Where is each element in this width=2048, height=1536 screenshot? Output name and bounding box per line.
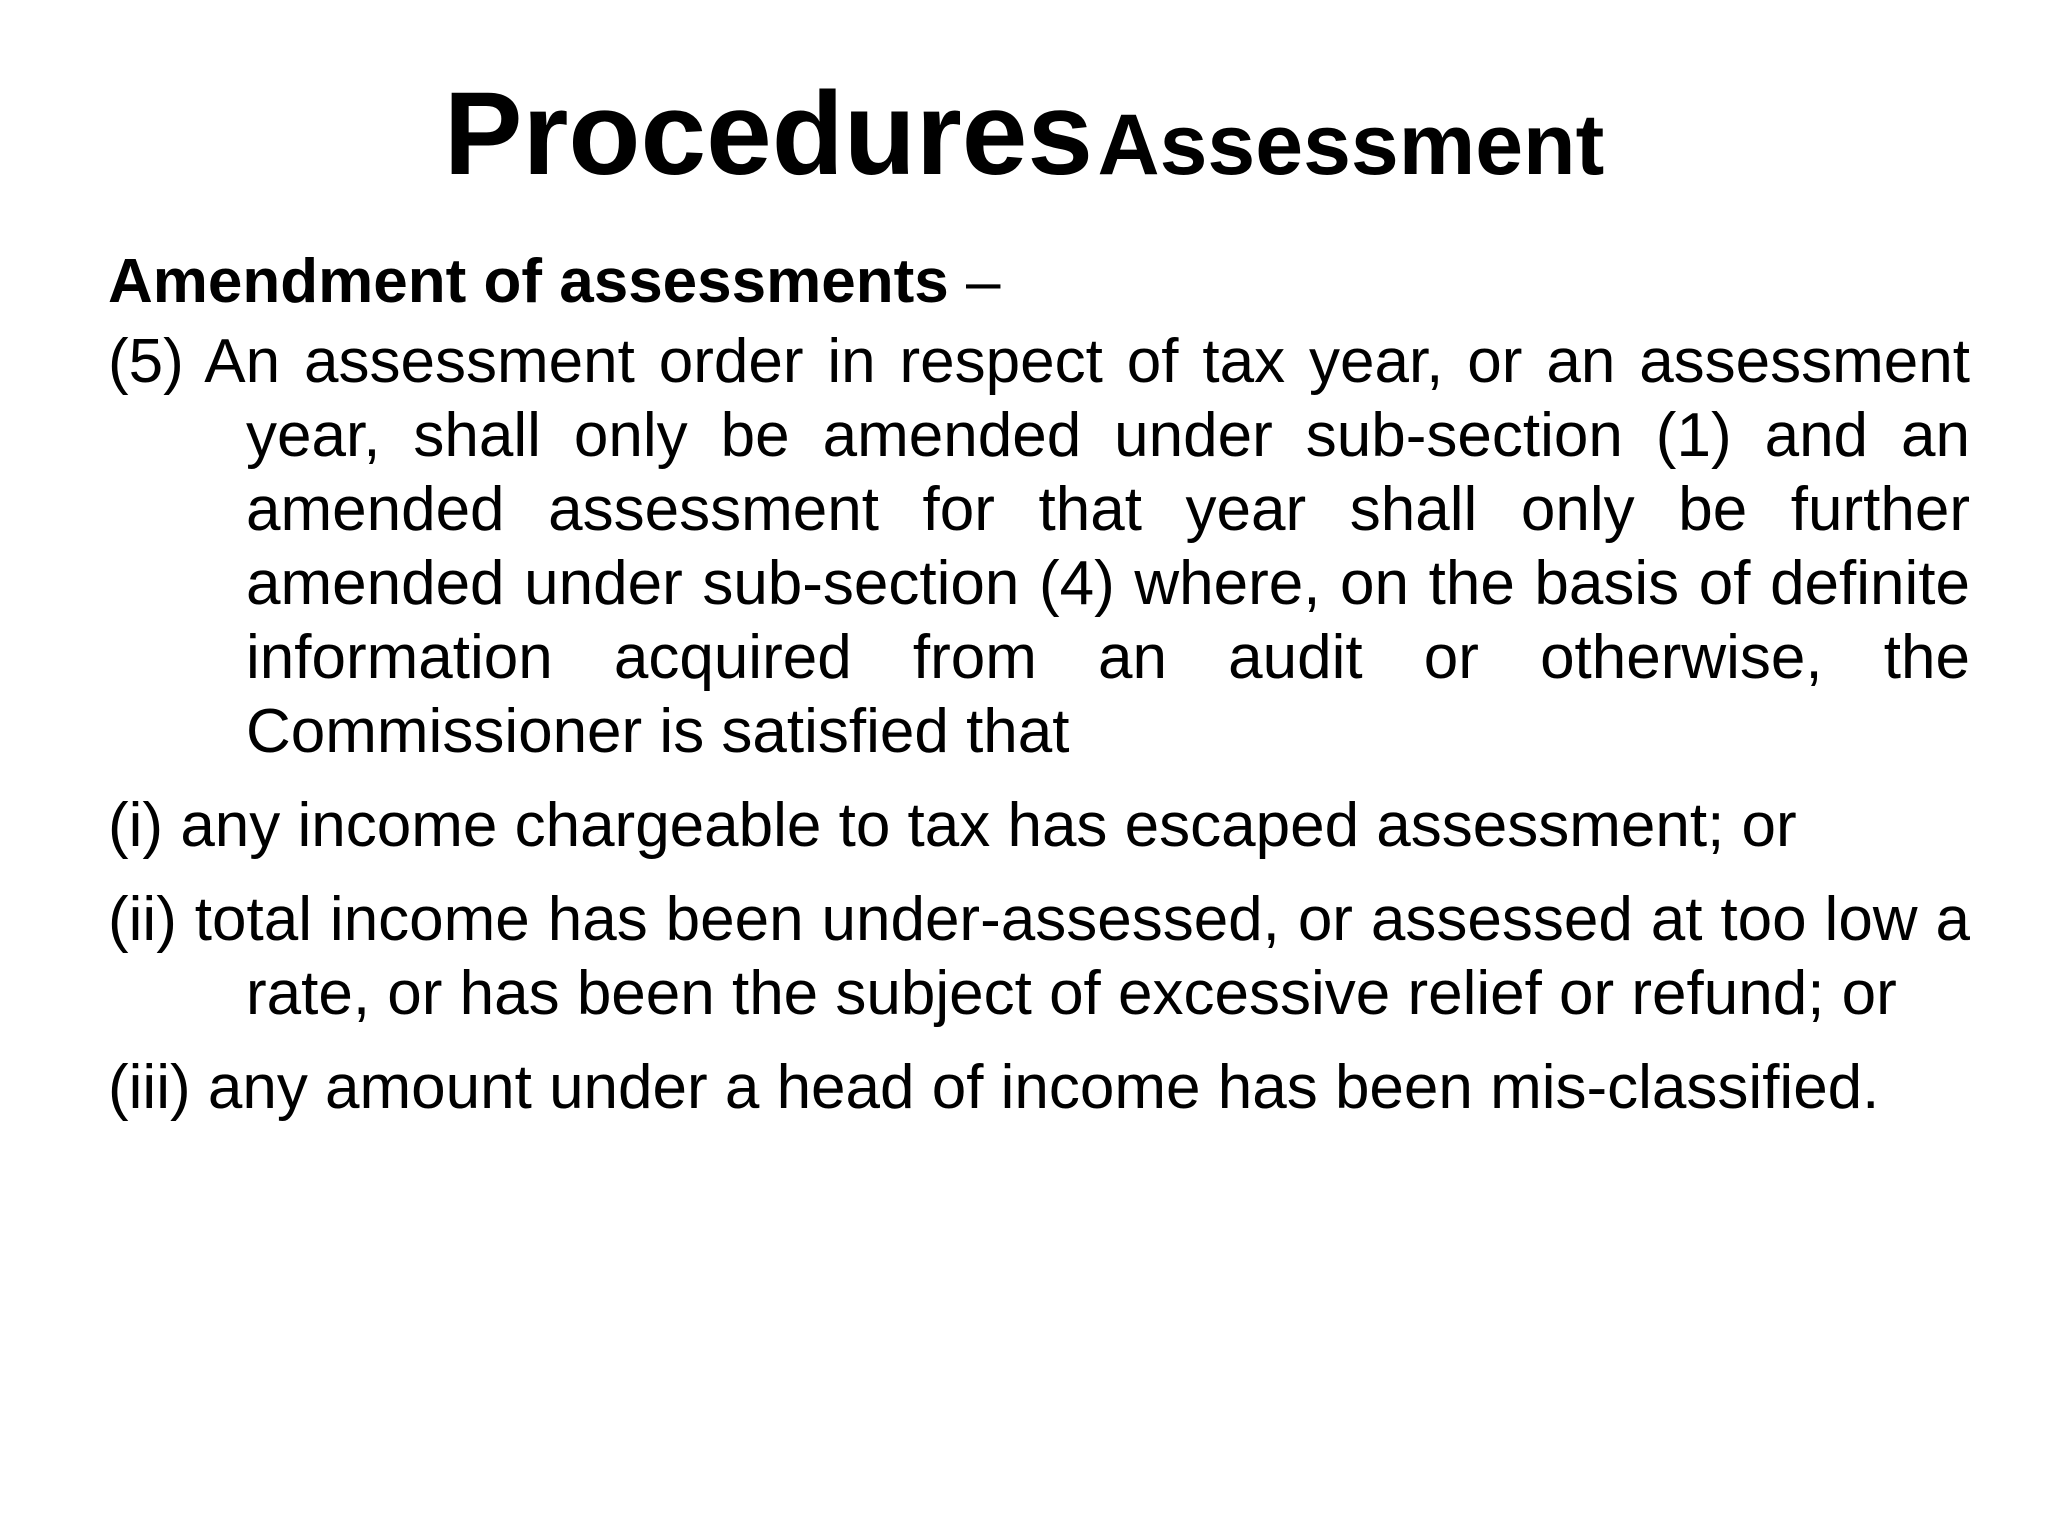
paragraph-text: any income chargeable to tax has escaped assessment; or bbox=[180, 791, 1797, 860]
paragraph-text: any amount under a head of income has been mis-classified. bbox=[207, 1053, 1880, 1122]
slide-content bbox=[108, 245, 1970, 1145]
section-heading-dash: – bbox=[965, 247, 1001, 316]
paragraph-label: (i) bbox=[108, 791, 164, 860]
title-main: Procedures bbox=[443, 68, 1094, 200]
paragraph-text: total income has been under-assessed, or assessed at too low a rate, or has been the subject of excessive relief or refund; or bbox=[194, 885, 1970, 1028]
section-heading bbox=[108, 245, 1970, 319]
slide-title bbox=[0, 70, 2048, 200]
paragraph-iii bbox=[108, 1051, 1970, 1125]
paragraph-label: (iii) bbox=[108, 1053, 191, 1122]
title-sub: Assessment bbox=[1097, 97, 1605, 193]
paragraph-i bbox=[108, 789, 1970, 863]
paragraph-5 bbox=[108, 325, 1970, 769]
paragraph-label: (5) bbox=[108, 327, 184, 396]
paragraph-label: (ii) bbox=[108, 885, 177, 954]
paragraph-ii bbox=[108, 883, 1970, 1031]
paragraph-text: An assessment order in respect of tax year, or an assessment year, shall only be amended under sub-section (1) and an amended assessment for that year shall only be further amended under sub-section (4) where, on the basis of definite information acquired from an audit or otherwise, the Commissioner is satisfied that bbox=[204, 327, 1971, 766]
section-heading-text: Amendment of assessments bbox=[108, 247, 949, 316]
